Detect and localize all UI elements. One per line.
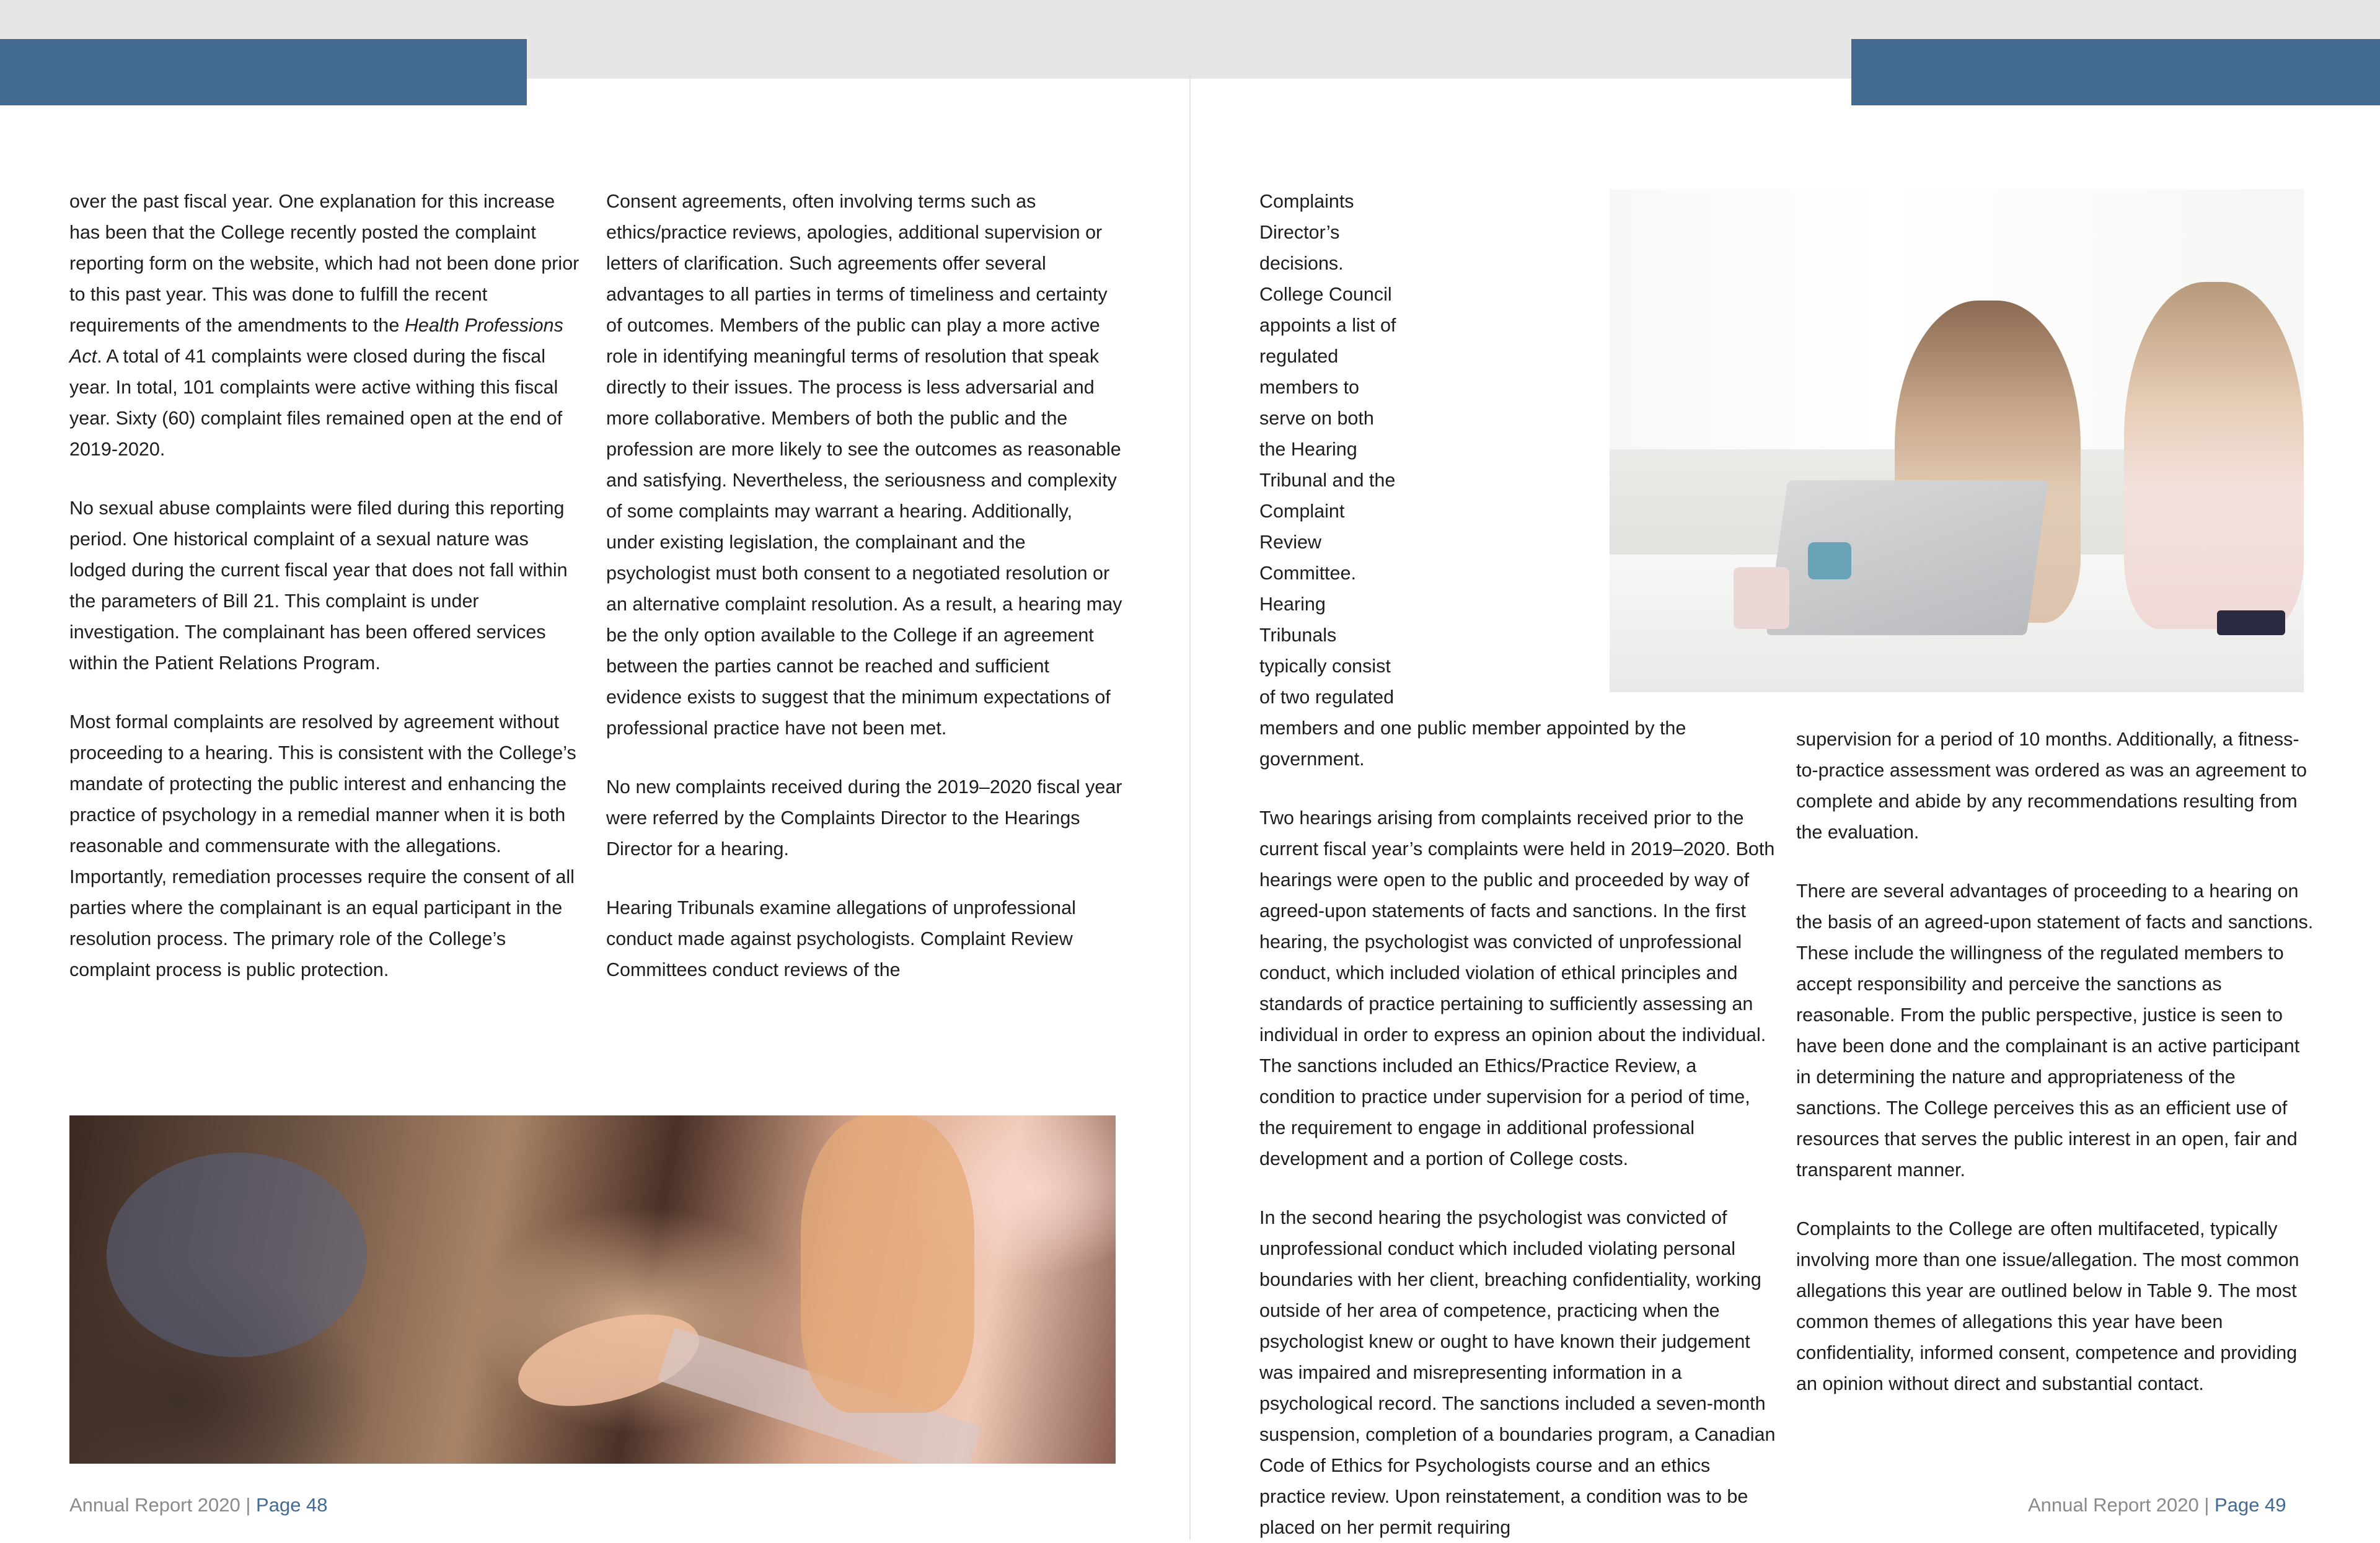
- right-page-column-2: [1796, 724, 2314, 1399]
- footer-right: Annual Report 2020 | Page 49: [2028, 1494, 2286, 1516]
- paragraph: Two hearings arising from complaints received prior to the current fiscal year’s complaints were held in 2019–2020. Both hearings were open to the public and proceeded by way of agreed-upon statements of facts and sanctions. In the first hearing, the psychologist was convicted of unprofessional conduct, which included violation of ethical principles and standards of practice pertaining to sufficiently assessing an individual in order to express an opinion about the individual. The sanctions included an Ethics/Practice Review, a condition to practice under supervision for a period of time, the requirement to engage in additional professional development and a portion of College costs.: [1259, 807, 1775, 1169]
- page-spine: [1189, 0, 1191, 1540]
- paragraph: Hearing Tribunals examine allegations of unprofessional conduct made against psychologists. Complaint Review Committees conduct reviews of the: [606, 897, 1076, 980]
- left-page-column-2: [606, 186, 1124, 985]
- paragraph: In the second hearing the psychologist was convicted of unprofessional conduct which included violating personal boundaries with her client, breaching confidentiality, working outside of her area of competence, practicing when the psychologist knew or ought to have known their judgement was impaired and misrepresenting information in a psychological record. The sanctions included a seven-month suspension, completion of a boundaries program, a Canadian Code of Ethics for Psychologists course and an ethics practice review. Upon reinstatement, a condition was to be placed on her permit requiring: [1259, 1207, 1776, 1538]
- paragraph: Complaints to the College are often multifaceted, typically involving more than one issue/allegation. The most common allegations this year are outlined below in Table 9. The most common themes of allegations this year have been confidentiality, informed consent, competence and providing an opinion without direct and substantial contact.: [1796, 1218, 2299, 1394]
- left-page-column-1: [69, 186, 587, 985]
- paragraph: No sexual abuse complaints were filed during this reporting period. One historical complaint of a sexual nature was lodged during the current fiscal year that does not fall within the parameters of Bill 21. This complaint is under investigation. The complainant has been offered services within the Patient Relations Program.: [69, 498, 568, 674]
- page-number: Page 48: [256, 1494, 328, 1516]
- paragraph: over the past fiscal year. One explanation for this increase has been that the College recently posted the complaint reporting form on the website, which had not been done prior to this past year. This was done to fulfill the recent requirements of the amendments to the Health Professions Act. A total of 41 complaints were closed during the fiscal year. In total, 101 complaints were active withing this fiscal year. Sixty (60) complaint files remained open at the end of 2019-2020.: [69, 191, 580, 460]
- paragraph: No new complaints received during the 2019–2020 fiscal year were referred by the Complaints Director to the Hearings Director for a hearing.: [606, 776, 1122, 859]
- footer-left: Annual Report 2020 | Page 48: [69, 1494, 328, 1516]
- counselling-session-photo: [69, 1115, 1116, 1464]
- paragraph: There are several advantages of proceeding to a hearing on the basis of an agreed-upon statement of facts and sanctions. These include the willingness of the regulated members to accept responsibility and perceive the sanctions as reasonable. From the public perspective, justice is seen to have been done and the complainant is an active participant in determining the nature and appropriateness of the sanctions. The College perceives this as an efficient use of resources that serves the public interest in an open, fair and transparent manner.: [1796, 881, 2314, 1180]
- header-accent-right: [1851, 39, 2380, 105]
- right-page-column-1: [1259, 186, 1777, 1543]
- paragraph: Consent agreements, often involving terms such as ethics/practice reviews, apologies, additional supervision or letters of clarification. Such agreements offer several advantages to all parties in terms of timeliness and certainty of outcomes. Members of the public can play a more active role in identifying meaningful terms of resolution that speak directly to their issues. The process is less adversarial and more collaborative. Members of both the public and the profession are more likely to see the outcomes as reasonable and satisfying. Nevertheless, the seriousness and complexity of some complaints may warrant a hearing. Additionally, under existing legislation, the complainant and the psychologist must both consent to a negotiated resolution or an alternative complaint resolution. As a result, a hearing may be the only option available to the College if an agreement between the parties cannot be reached and sufficient evidence exists to suggest that the minimum expectations of professional practice have not been met.: [606, 191, 1122, 739]
- paragraph: supervision for a period of 10 months. Additionally, a fitness-to-practice assessment was ordered as was an agreement to complete and abide by any recommendations resulting from the evaluation.: [1796, 729, 2307, 843]
- paragraph: Most formal complaints are resolved by agreement without proceeding to a hearing. This is consistent with the College’s mandate of protecting the public interest and enhancing the practice of psychology in a remedial manner when it is both reasonable and commensurate with the allegations. Importantly, remediation processes require the consent of all parties where the complainant is an equal participant in the resolution process. The primary role of the College’s complaint process is public protection.: [69, 711, 576, 980]
- paragraph: Complaints Director’s decisions. College Council appoints a list of regulated members to serve on both the Hearing Tribunal and the Complaint Review Committee. Hearing Tribunals typically consist of two regulated members and one public member appointed by the government.: [1259, 191, 1686, 770]
- page-number: Page 49: [2215, 1494, 2286, 1516]
- header-accent-left: [0, 39, 527, 105]
- act-title: Health Professions Act: [69, 315, 563, 367]
